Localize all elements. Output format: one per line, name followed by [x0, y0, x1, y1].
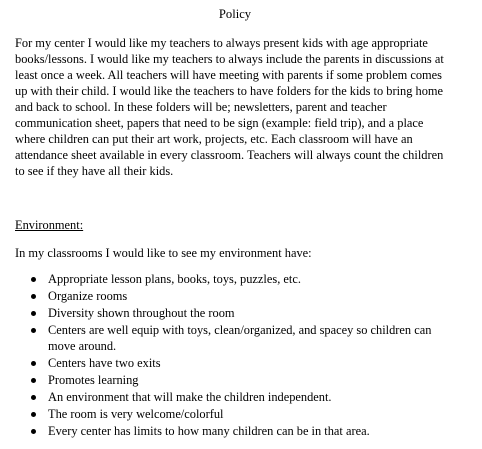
- policy-paragraph: For my center I would like my teachers to always present kids with age appropriate books/lessons. I would like my teachers to always include the parents in discussions at least once a week. All teachers will have meeting with parents if some problem comes up with their child. I would like the teachers to have folders for the kids to bring home and back to school. In these folders will be; newsletters, parent and teacher communication sheet, papers that need to be sign (example: field trip), and a place where children can put their art work, projects, etc. Each classroom will have an attendance sheet available in every classroom. Teachers will always count the children to see if they have all their kids.: [15, 36, 444, 178]
- bullet-icon: [31, 361, 36, 366]
- list-item-text: An environment that will make the children independent.: [48, 390, 332, 404]
- bullet-icon: [31, 395, 36, 400]
- list-item: [15, 271, 453, 287]
- bullet-icon: [31, 378, 36, 383]
- list-item: [15, 372, 453, 388]
- list-item: [15, 305, 453, 321]
- list-item: [15, 322, 453, 354]
- bullet-icon: [31, 412, 36, 417]
- list-item-text: The room is very welcome/colorful: [48, 407, 224, 421]
- list-item-text: Centers are well equip with toys, clean/organized, and spacey so children can move around.: [48, 323, 432, 353]
- list-item-text: Organize rooms: [48, 289, 128, 303]
- bullet-icon: [31, 277, 36, 282]
- list-item: [15, 406, 453, 422]
- environment-intro: In my classrooms I would like to see my environment have:: [15, 246, 312, 260]
- bullet-icon: [31, 429, 36, 434]
- list-item: [15, 288, 453, 304]
- document-page: [15, 6, 477, 440]
- list-item-text: Diversity shown throughout the room: [48, 306, 235, 320]
- list-item: [15, 423, 453, 439]
- environment-heading: Environment:: [15, 218, 84, 232]
- document-title: Policy: [218, 7, 252, 21]
- bullet-icon: [31, 328, 36, 333]
- bullet-icon: [31, 311, 36, 316]
- list-item-text: Centers have two exits: [48, 356, 161, 370]
- list-item-text: Appropriate lesson plans, books, toys, puzzles, etc.: [48, 272, 301, 286]
- list-item: [15, 389, 453, 405]
- environment-list: [15, 271, 477, 439]
- list-item-text: Every center has limits to how many children can be in that area.: [48, 424, 370, 438]
- bullet-icon: [31, 294, 36, 299]
- list-item: [15, 355, 453, 371]
- list-item-text: Promotes learning: [48, 373, 139, 387]
